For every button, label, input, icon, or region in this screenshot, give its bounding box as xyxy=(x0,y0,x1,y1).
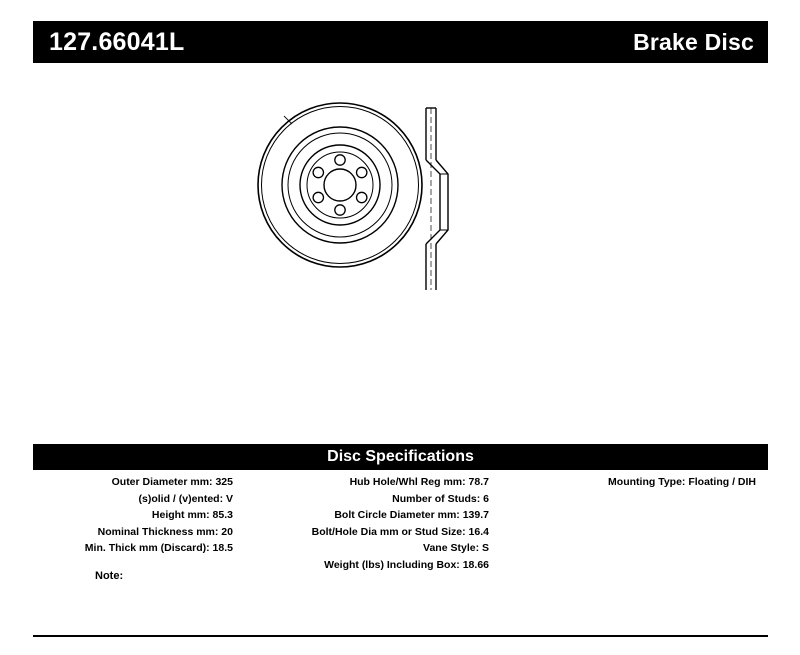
spec-item: Outer Diameter mm: 325 xyxy=(111,476,233,488)
spec-item: Hub Hole/Whl Reg mm: 78.7 xyxy=(349,476,489,488)
note-label: Note: xyxy=(95,570,124,582)
footer-divider xyxy=(33,635,768,637)
spec-title-bar xyxy=(33,444,768,470)
spec-item: Nominal Thickness mm: 20 xyxy=(97,525,233,538)
spec-column-middle xyxy=(233,474,493,573)
spec-item: (s)olid / (v)ented: V xyxy=(138,492,233,505)
spec-columns xyxy=(33,474,768,573)
spec-column-right xyxy=(493,474,768,573)
spec-item: Weight (lbs) Including Box: 18.66 xyxy=(324,558,489,571)
spec-item: Min. Thick mm (Discard): 18.5 xyxy=(84,542,233,554)
spec-item: Number of Studs: 6 xyxy=(392,492,489,505)
header-bar xyxy=(33,21,768,63)
spec-item: Mounting Type: Floating / DIH xyxy=(608,476,756,488)
technical-drawing xyxy=(240,90,560,290)
note-row xyxy=(95,570,123,582)
spec-item: Bolt Circle Diameter mm: 139.7 xyxy=(334,509,489,521)
spec-item: Height mm: 85.3 xyxy=(151,509,233,521)
rotor-drawing-svg xyxy=(240,90,560,290)
spec-item: Vane Style: S xyxy=(423,542,489,554)
rotor-side-profile xyxy=(426,108,448,290)
spec-title: Disc Specifications xyxy=(327,448,474,465)
spec-item: Bolt/Hole Dia mm or Stud Size: 16.4 xyxy=(311,525,489,538)
product-type: Brake Disc xyxy=(633,28,754,55)
part-number: 127.66041L xyxy=(49,27,185,56)
spec-column-left xyxy=(33,474,233,573)
stud-holes xyxy=(313,155,367,215)
